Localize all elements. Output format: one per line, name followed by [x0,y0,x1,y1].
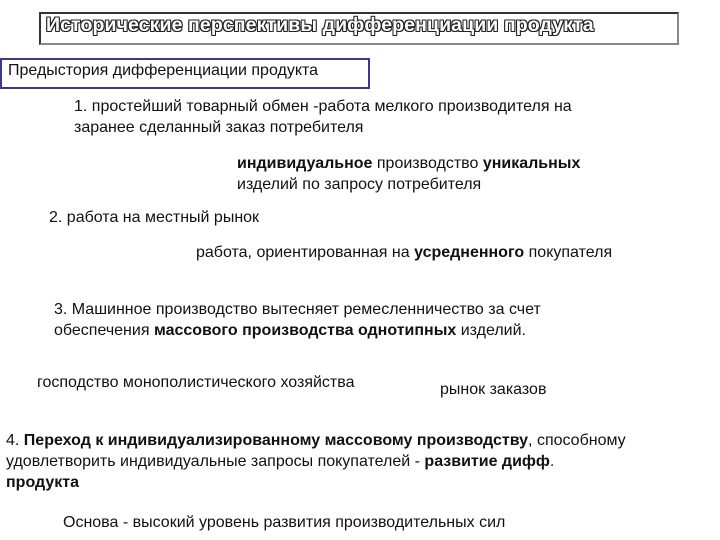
stage-4-line-1-tail: , способному [528,432,626,449]
stage-1-line-2: заранее сделанный заказ потребителя [74,119,364,136]
stage-4-text [6,430,718,493]
stage-1-keyword-unique: уникальных [482,155,581,172]
stage-1-line-1: 1. простейший товарный обмен -работа мелкого производителя на [74,98,572,115]
stage-3-line-2-text-1: обеспечения [54,322,154,339]
stage-1-consequence [237,153,580,195]
stage-4-line-1 [6,430,718,451]
stage-2-keyword-average: усредненного [414,244,525,261]
stage-2-text: 2. работа на местный рынок [49,209,260,226]
stage-4-keyword-transition: Переход к индивидуализированному массовому производству [23,432,529,449]
stage-2-consequence-text-1: работа, ориентированная на [196,244,415,261]
stage-2-consequence-text-2: покупателя [524,244,613,261]
stage-4-line-3 [6,472,718,493]
stage-4-keyword-diff-development: развитие дифф [424,453,550,470]
stage-4-keyword-product: продукта [6,474,79,491]
stage-1-consequence-line-2: изделий по запросу потребителя [237,176,482,193]
stage-1-consequence-text: производство [372,155,483,172]
slide-title: Исторические перспективы дифференциации продукта [46,14,594,36]
stage-3-line-2 [54,320,541,341]
stage-3-consequence-orders-market: рынок заказов [440,381,547,398]
stage-2-consequence [196,242,612,263]
stage-1-consequence-line-1 [237,153,580,174]
stage-3-consequence-monopoly: господство монополистического хозяйства [37,374,355,391]
stage-4-line-2-tail: . [549,453,555,470]
stage-1-text [74,96,572,138]
stage-3-keyword-mass-production: массового производства однотипных [153,322,457,339]
stage-1-keyword-individual: индивидуальное [237,155,373,172]
basis-statement: Основа - высокий уровень развития производительных сил [63,514,506,531]
stage-4-line-2 [6,451,718,472]
stage-4-number: 4. [6,432,24,449]
stage-3-line-2-text-2: изделий. [456,322,526,339]
stage-4-line-2-text: удовлетворить индивидуальные запросы покупателей - [6,453,425,470]
section-title: Предыстория дифференциации продукта [8,62,319,79]
stage-3-text [54,299,541,341]
stage-3-line-1: 3. Машинное производство вытесняет ремесленничество за счет [54,301,541,318]
stage-2-consequence-line [196,242,612,263]
